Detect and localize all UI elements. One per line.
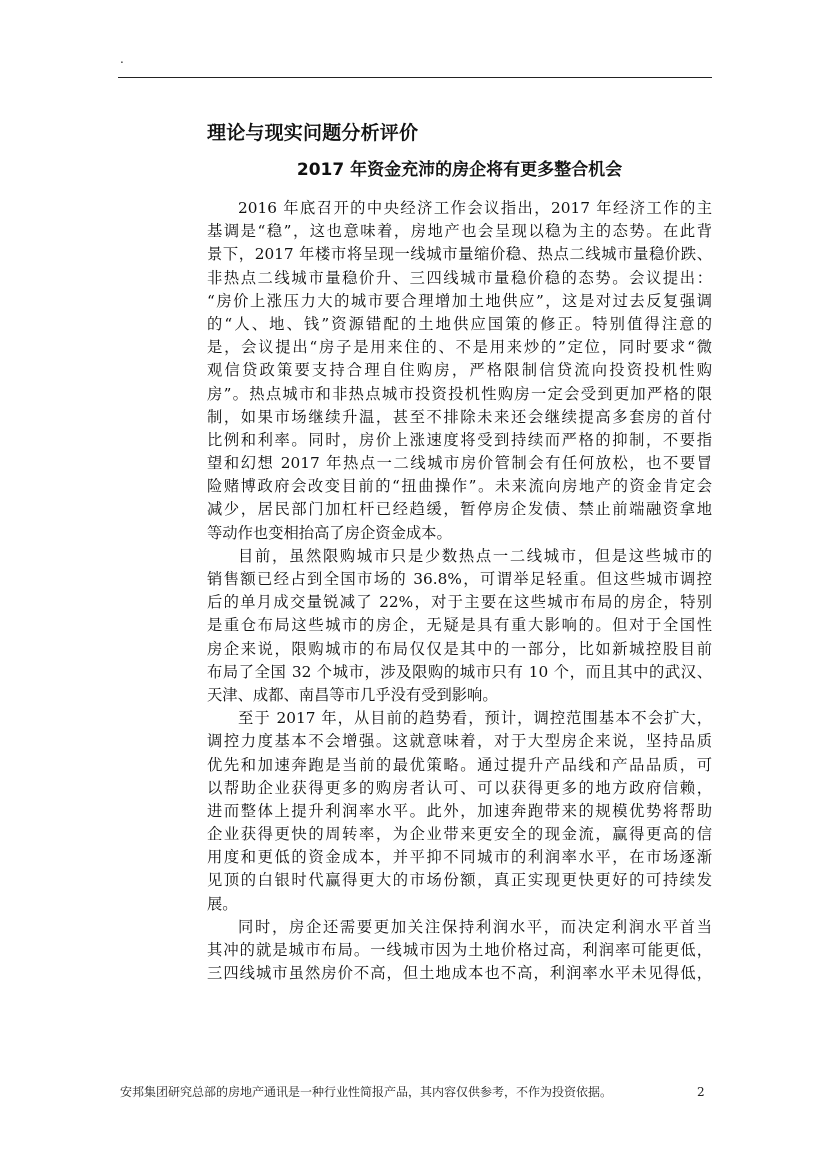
text-line: 是重仓布局这些城市的房企，无疑是具有重大影响的。但对于全国性 xyxy=(207,616,712,635)
text-line: 减少，居民部门加杠杆已经趋缓，暂停房企发债、禁止前端融资拿地 xyxy=(207,500,712,519)
text-line: 比例和利率。同时，房价上涨速度将受到持续而严格的抑制，不要指 xyxy=(207,430,712,449)
paragraph xyxy=(207,916,712,986)
text-line: 同时，房企还需要更加关注保持利润水平，而决定利润水平首当 xyxy=(238,917,712,936)
text-line: 用度和更低的资金成本，并平抑不同城市的利润率水平，在市场逐渐 xyxy=(207,848,712,867)
text-line: 三四线城市虽然房价不高，但土地成本也不高，利润率水平未见得低， xyxy=(207,964,712,983)
text-line: 销售额已经占到全国市场的 36.8%，可谓举足轻重。但这些城市调控 xyxy=(207,570,712,588)
text-line: 至于 2017 年，从目前的趋势看，预计，调控范围基本不会扩大， xyxy=(238,709,712,728)
text-line: 调控力度基本不会增强。这就意味着，对于大型房企来说，坚持品质 xyxy=(207,732,712,751)
text-line: 以帮助企业获得更多的购房者认可、可以获得更多的地方政府信赖， xyxy=(207,778,712,797)
text-line: 优先和加速奔跑是当前的最优策略。通过提升产品线和产品品质，可 xyxy=(207,755,712,774)
text-line: 布局了全国 32 个城市，涉及限购的城市只有 10 个，而且其中的武汉、 xyxy=(207,662,712,681)
footer-disclaimer: 安邦集团研究总部的房地产通讯是一种行业性简报产品，其内容仅供参考，不作为投资依据。 xyxy=(120,1085,613,1099)
text-line: 望和幻想 2017 年热点一二线城市房价管制会有任何放松，也不要冒 xyxy=(207,454,712,473)
text-line: 展。 xyxy=(207,894,238,913)
text-line: 见顶的白银时代赢得更大的市场份额，真正实现更快更好的可持续发 xyxy=(207,871,712,890)
text-line: 后的单月成交量锐减了 22%，对于主要在这些城市布局的房企，特别 xyxy=(207,593,712,612)
text-line: 房”。热点城市和非热点城市投资投机性购房一定会受到更加严格的限 xyxy=(207,384,712,403)
article-title: 2017 年资金充沛的房企将有更多整合机会 xyxy=(296,160,623,180)
text-line: 险赌博政府会改变目前的“扭曲操作”。未来流向房地产的资金肯定会 xyxy=(207,477,712,496)
text-line: 观信贷政策要支持合理自住购房，严格限制信贷流向投资投机性购 xyxy=(207,361,712,380)
page-number: 2 xyxy=(697,1085,705,1099)
paragraph xyxy=(207,707,712,916)
header-rule xyxy=(118,77,712,78)
paragraph xyxy=(207,197,712,545)
article-body xyxy=(207,197,712,985)
paragraph xyxy=(207,545,712,707)
text-line: 等动作也变相抬高了房企资金成本。 xyxy=(207,523,452,542)
section-title: 理论与现实问题分析评价 xyxy=(207,122,419,144)
text-line: 的“人、地、钱”资源错配的土地供应国策的修正。特别值得注意的 xyxy=(207,314,712,333)
text-line: 进而整体上提升利润率水平。此外，加速奔跑带来的规模优势将帮助 xyxy=(207,801,712,820)
text-line: 房企来说，限购城市的布局仅仅是其中的一部分，比如新城控股目前 xyxy=(207,639,712,658)
text-line: 目前，虽然限购城市只是少数热点一二线城市，但是这些城市的 xyxy=(238,546,712,565)
text-line: 其冲的就是城市布局。一线城市因为土地价格过高，利润率可能更低， xyxy=(207,941,712,959)
text-line: 制，如果市场继续升温，甚至不排除未来还会继续提高多套房的首付 xyxy=(207,407,712,426)
text-line: 景下，2017 年楼市将呈现一线城市量缩价稳、热点二线城市量稳价跌、 xyxy=(207,245,712,264)
text-line: 非热点二线城市量稳价升、三四线城市量稳价稳的态势。会议提出： xyxy=(207,268,712,287)
text-line: 是，会议提出“房子是用来住的、不是用来炒的”定位，同时要求“微 xyxy=(207,338,712,357)
text-line: 2016 年底召开的中央经济工作会议指出，2017 年经济工作的主 xyxy=(238,199,712,217)
text-line: 基调是“稳”，这也意味着，房地产也会呈现以稳为主的态势。在此背 xyxy=(207,222,712,241)
header-mark: . xyxy=(120,52,124,66)
text-line: 天津、成都、南昌等市几乎没有受到影响。 xyxy=(207,685,498,704)
text-line: 企业获得更快的周转率，为企业带来更安全的现金流，赢得更高的信 xyxy=(207,825,712,844)
text-line: “房价上涨压力大的城市要合理增加土地供应”，这是对过去反复强调 xyxy=(207,291,712,310)
